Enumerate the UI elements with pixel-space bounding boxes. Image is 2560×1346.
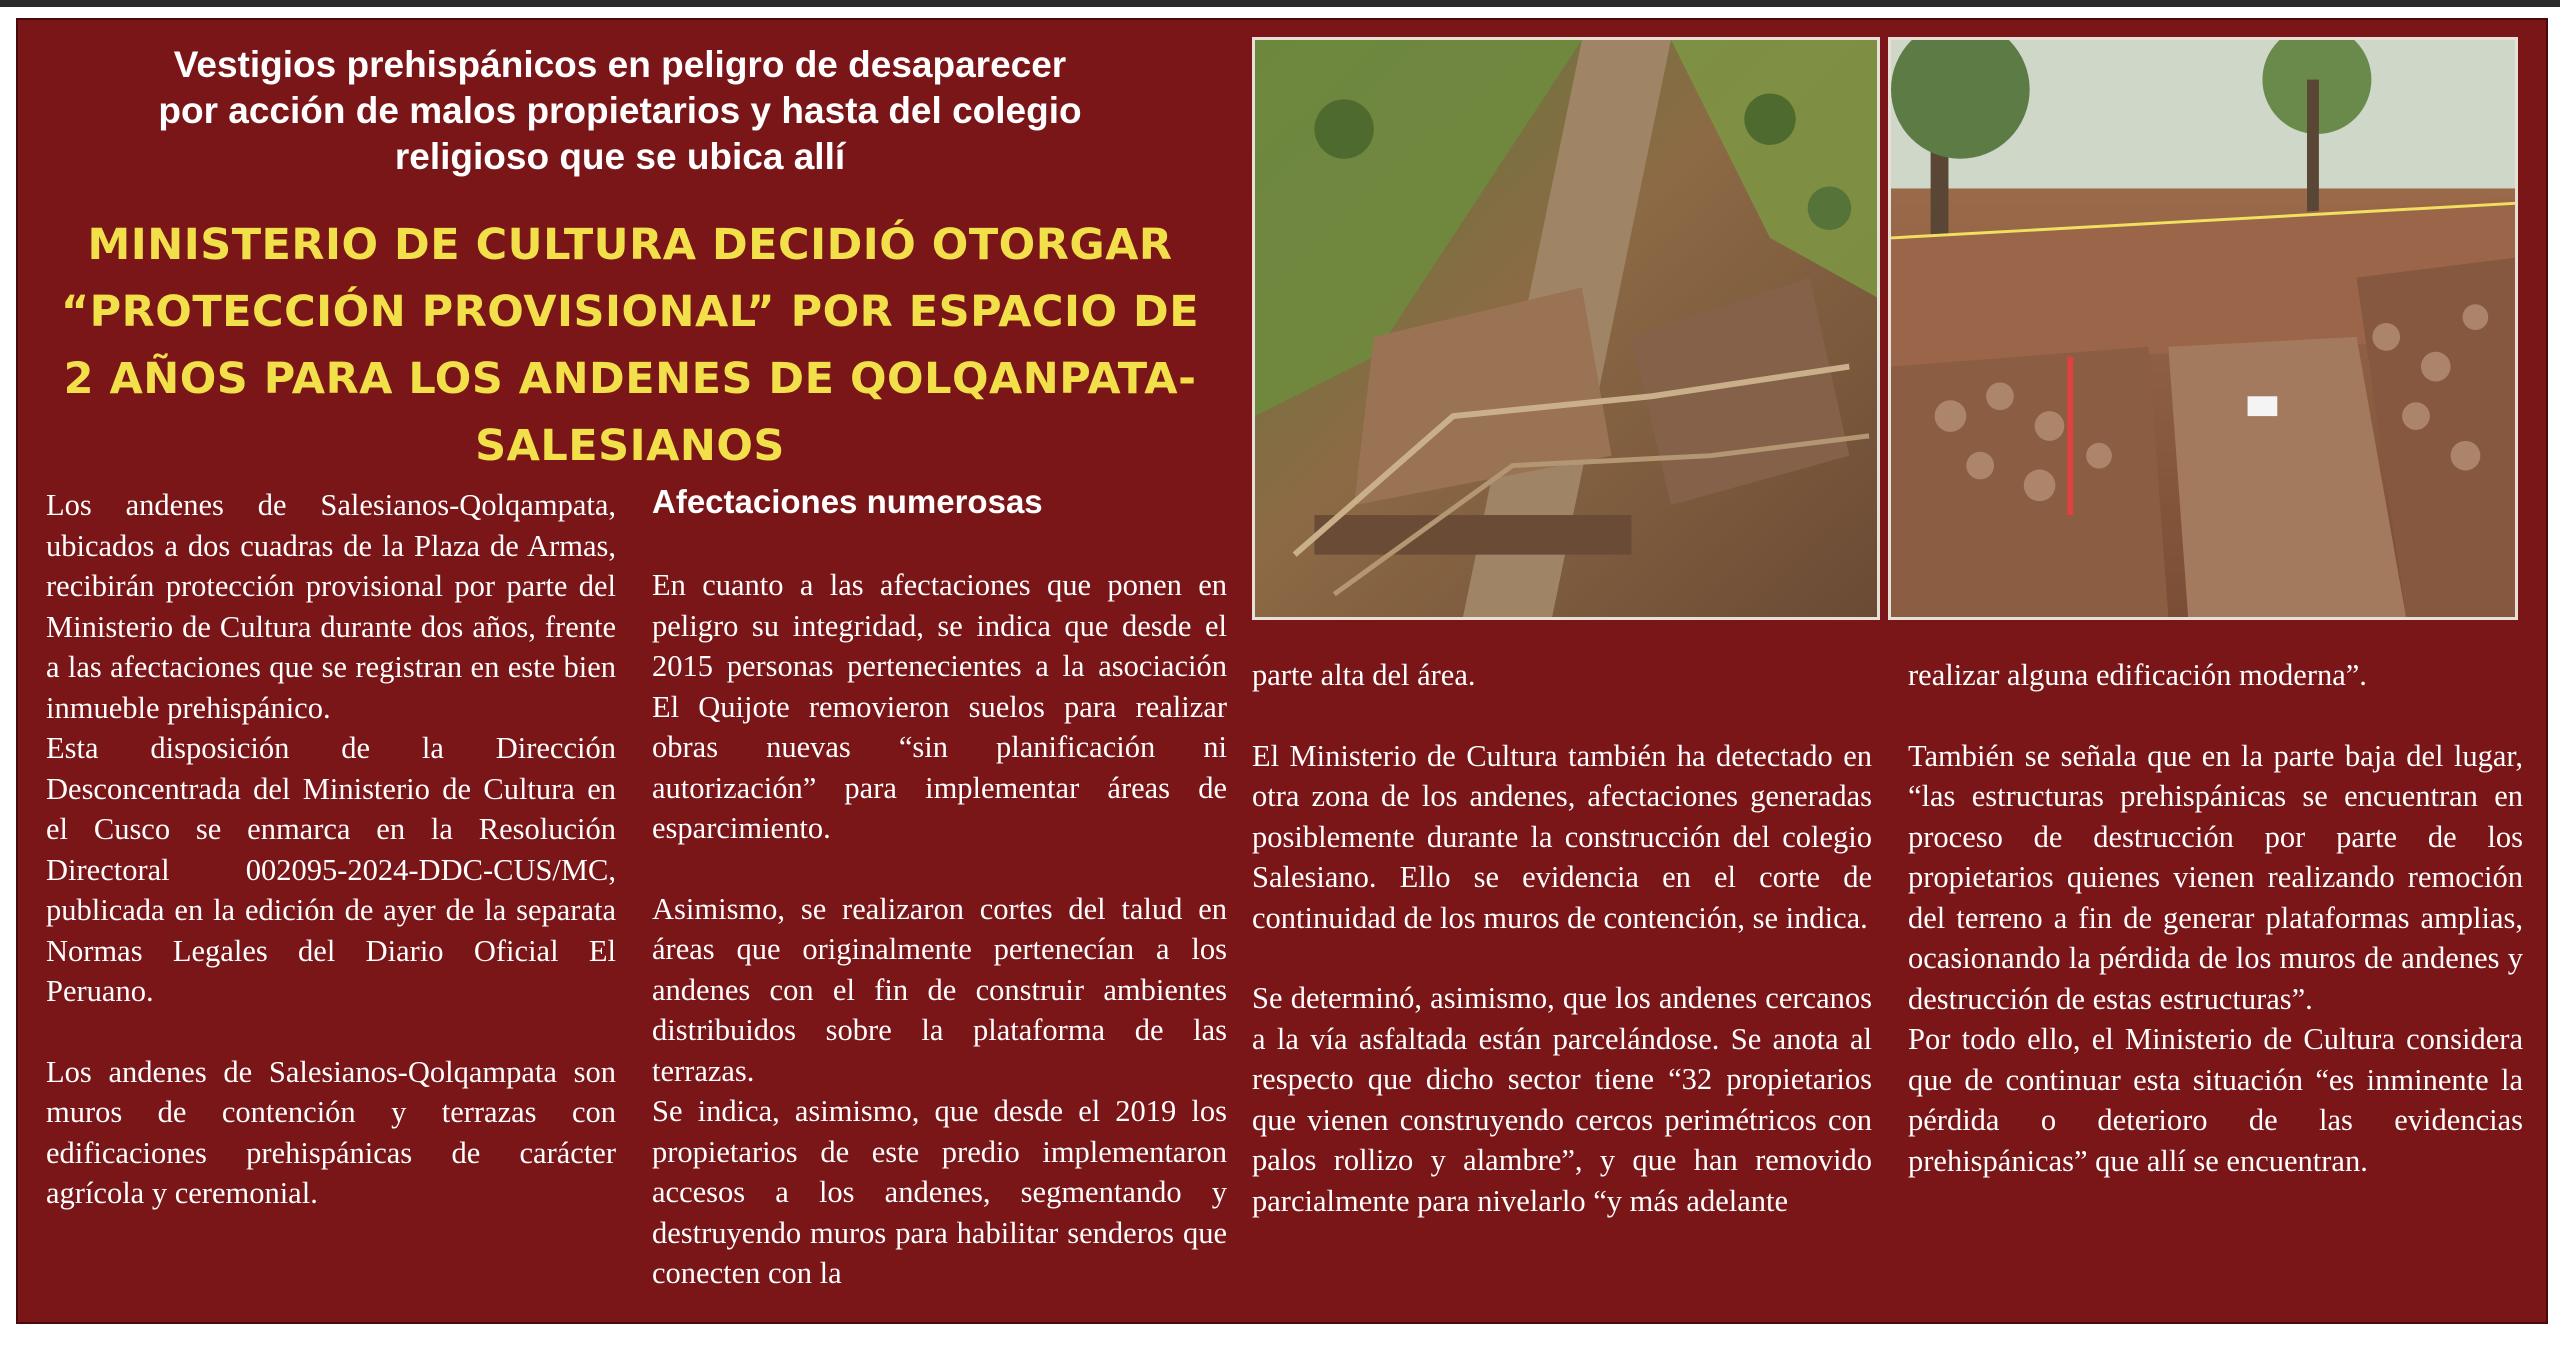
- headline-line: SALESIANOS: [475, 421, 785, 471]
- paragraph: Esta disposición de la Dirección Desconcentrada del Ministerio de Cultura en el Cusco se enmarca en la Resolución Directoral 002095-2024-DDC-CUS/MC, publicada en la edición de ayer de la separata Normas Legales del Diario Oficial El Peruano.: [46, 731, 616, 1008]
- paragraph: En cuanto a las afectaciones que ponen en peligro su integridad, se indica que desde el 2015 personas pertenecientes a la asociación El Quijote removieron suelos para realizar obras nuevas “sin planificación ni autorización” para implementar áreas de esparcimiento.: [652, 568, 1227, 845]
- article-kicker: [40, 42, 1200, 180]
- paragraph: El Ministerio de Cultura también ha detectado en otra zona de los andenes, afectaciones generadas posiblemente durante la construcción del colegio Salesiano. Ello se evidencia en el corte de continuidad de los muros de contención, se indica.: [1252, 738, 1872, 935]
- paragraph: realizar alguna edificación moderna”.: [1908, 658, 2367, 692]
- excavation-walls-photo: [1888, 37, 2518, 620]
- aerial-terraces-photo: [1252, 37, 1880, 620]
- headline-line: 2 AÑOS PARA LOS ANDENES DE QOLQANPATA-: [63, 354, 1197, 404]
- kicker-line: por acción de malos propietarios y hasta del colegio: [158, 90, 1082, 131]
- section-subheading: Afectaciones numerosas: [652, 483, 1043, 520]
- paragraph: Por todo ello, el Ministerio de Cultura considera que de continuar esta situación “es inminente la pérdida o deterioro de las evidencias prehispánicas” que allí se encuentran.: [1908, 1022, 2523, 1178]
- kicker-line: Vestigios prehispánicos en peligro de desaparecer: [173, 44, 1067, 85]
- body-column-1: [46, 485, 616, 1214]
- paragraph: Asimismo, se realizaron cortes del talud en áreas que originalmente pertenecían a los andenes con el fin de construir ambientes distribuidos sobre la plataforma de las terrazas.: [652, 891, 1227, 1088]
- article-headline: [40, 212, 1220, 480]
- body-column-3: [1252, 655, 1872, 1221]
- paragraph: Los andenes de Salesianos-Qolqampata son muros de contención y terrazas con edificaciones prehispánicas de carácter agrícola y ceremonial.: [46, 1054, 616, 1210]
- kicker-line: religioso que se ubica allí: [394, 136, 846, 177]
- excavation-walls-image: [1891, 40, 2515, 617]
- aerial-terraces-image: [1255, 40, 1877, 617]
- headline-line: MINISTERIO DE CULTURA DECIDIÓ OTORGAR: [87, 220, 1173, 270]
- body-column-4: [1908, 655, 2523, 1181]
- page-top-rule: [0, 0, 2560, 7]
- body-column-2: [652, 565, 1227, 1294]
- paragraph: Se determinó, asimismo, que los andenes cercanos a la vía asfaltada están parcelándose. Se anota al respecto que dicho sector tiene “32 propietarios que vienen construyendo cercos perimétricos con palos rollizo y alambre”, y que han removido parcialmente para nivelarlo “y más adelante: [1252, 981, 1872, 1218]
- paragraph: parte alta del área.: [1252, 658, 1476, 692]
- paragraph: Se indica, asimismo, que desde el 2019 los propietarios de este predio implementaron accesos a los andenes, segmentando y destruyendo muros para habilitar senderos que conecten con la: [652, 1094, 1227, 1290]
- paragraph: Los andenes de Salesianos-Qolqampata, ubicados a dos cuadras de la Plaza de Armas, recibirán protección provisional por parte del Ministerio de Cultura durante dos años, frente a las afectaciones que se registran en este bien inmueble prehispánico.: [46, 488, 616, 725]
- headline-line: “PROTECCIÓN PROVISIONAL” POR ESPACIO DE: [60, 287, 1200, 337]
- paragraph: También se señala que en la parte baja del lugar, “las estructuras prehispánicas se encuentran en proceso de destrucción por parte de los propietarios quienes vienen realizando remoción del terreno a fin de generar plataformas amplias, ocasionando la pérdida de los muros de andenes y destrucción de estas estructuras”.: [1908, 738, 2523, 1016]
